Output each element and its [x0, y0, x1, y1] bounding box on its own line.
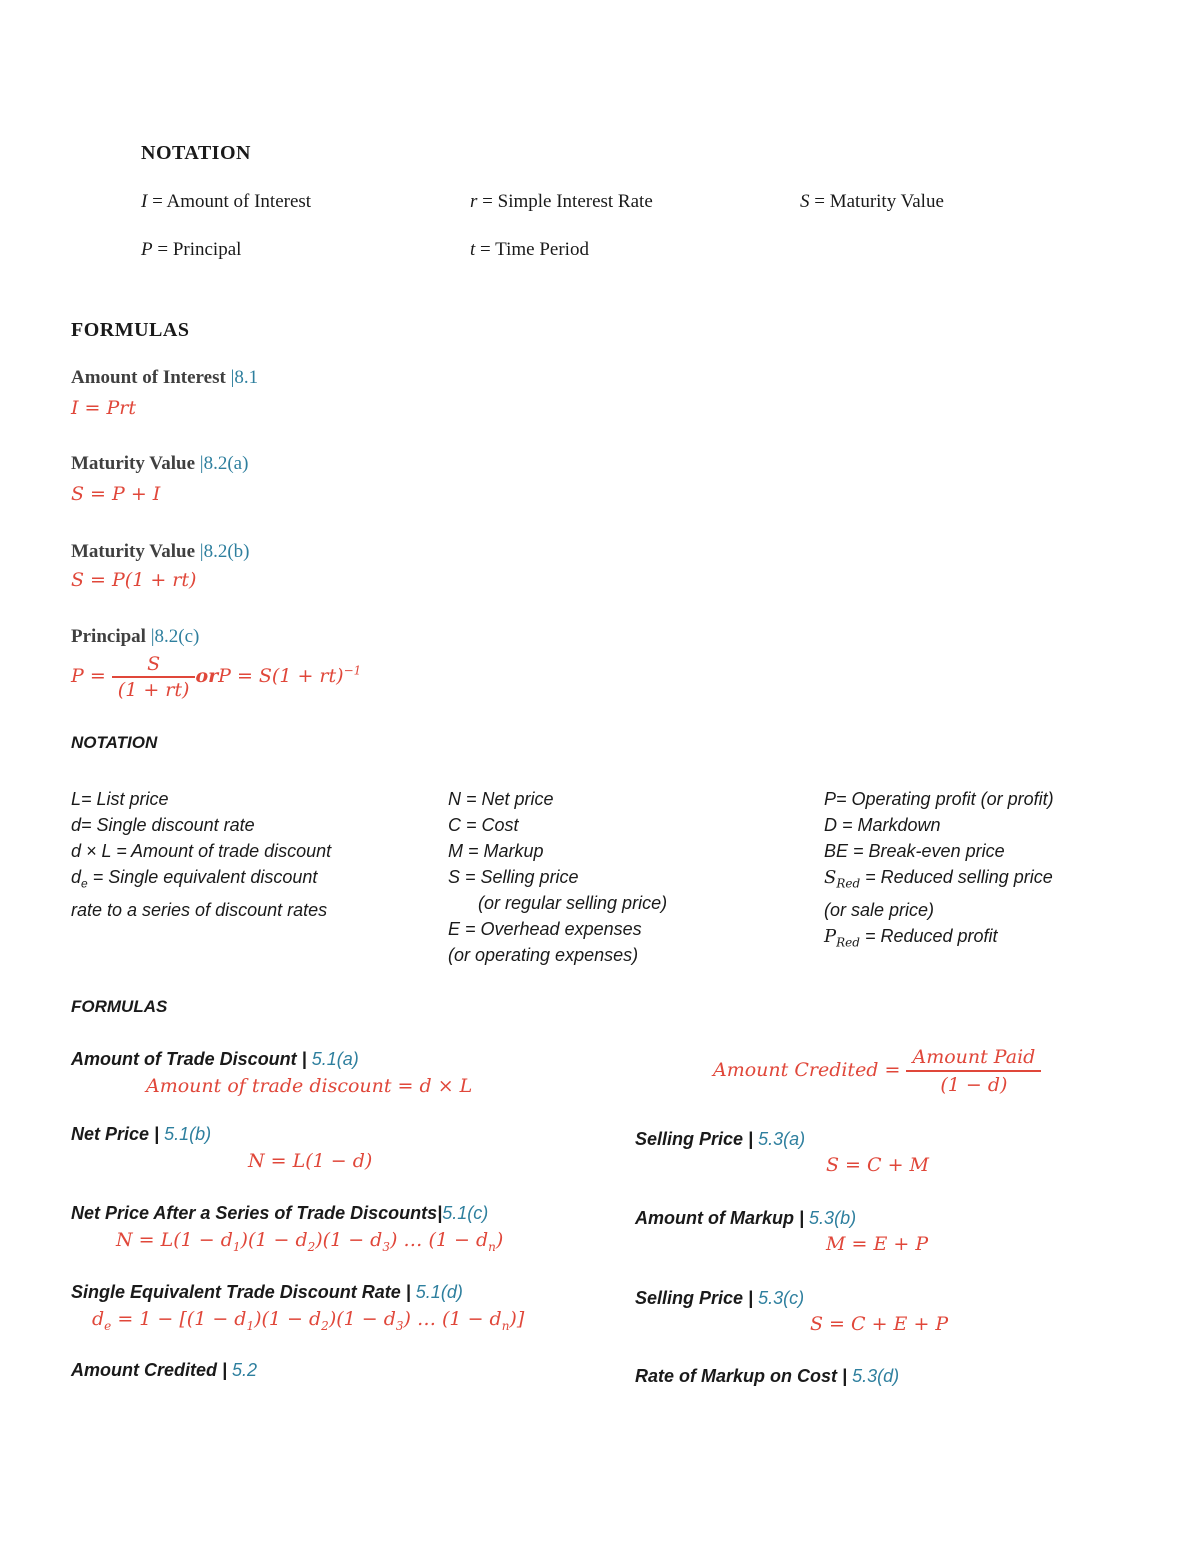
notation-subscript: Red	[836, 935, 860, 950]
formula-heading-maturity-b	[71, 541, 250, 563]
fraction-denominator: (1 + rt)	[112, 676, 196, 702]
formula-label: Net Price	[71, 1124, 150, 1144]
formula-label: Net Price After a Series of Trade Discounts	[71, 1203, 438, 1223]
formula-label: Maturity Value	[71, 541, 200, 562]
notation-item-time	[470, 239, 589, 261]
fraction-denominator: (1 − d)	[906, 1070, 1041, 1098]
formula-separator: |	[437, 1203, 443, 1223]
expr-part: d	[92, 1308, 105, 1330]
expr-subscript: 2	[307, 1239, 316, 1254]
formula-ref: |8.1	[230, 367, 259, 388]
formula-heading-single-equivalent	[71, 1282, 463, 1303]
formula-expr-single-equivalent	[92, 1308, 524, 1333]
notation-line: (or operating expenses)	[448, 945, 639, 965]
formula-ref: 5.1(c)	[442, 1203, 489, 1223]
notation-col-1	[71, 786, 331, 923]
formula-label: Selling Price	[635, 1288, 744, 1308]
notation-line: (or sale price)	[824, 899, 935, 920]
formula-separator: |	[296, 1049, 312, 1069]
notation-subscript: e	[81, 876, 88, 891]
formula-expr-selling-price-c: S = C + E + P	[810, 1313, 949, 1335]
formula-heading-trade-discount	[71, 1049, 359, 1070]
notation-symbol: d	[71, 867, 82, 887]
formula-label: Selling Price	[635, 1129, 744, 1149]
notation-line: M = Markup	[448, 841, 544, 861]
notation-symbol: I	[141, 191, 148, 212]
notation-line: S = Selling price	[448, 867, 579, 887]
notation-text: = Reduced selling price	[860, 867, 1053, 887]
notation-symbol: r	[470, 191, 478, 212]
expr-part: )]	[509, 1308, 525, 1330]
notation-line	[71, 864, 331, 897]
formula-expr-selling-price-a: S = C + M	[826, 1154, 930, 1176]
notation-text: = Single equivalent discount	[87, 867, 318, 887]
expr-part: )(1 − d	[328, 1308, 396, 1330]
notation-title-2: NOTATION	[71, 733, 158, 752]
formula-label: Amount of Markup	[635, 1208, 794, 1228]
formula-ref: 5.3(c)	[758, 1288, 805, 1308]
expr-part: )(1 − d	[240, 1229, 308, 1251]
formula-label: Amount Credited	[71, 1360, 217, 1380]
notation-symbol: P	[141, 239, 153, 260]
notation-line: E = Overhead expenses	[448, 919, 642, 939]
formula-exponent: −1	[343, 663, 362, 678]
formula-rhs: P = S(1 + rt)	[218, 665, 344, 687]
formula-expr-markup: M = E + P	[826, 1233, 929, 1255]
expr-subscript: 3	[395, 1318, 404, 1333]
formula-separator: |	[743, 1288, 759, 1308]
formula-lhs: Amount Credited =	[713, 1059, 907, 1081]
formula-heading-selling-price-c	[635, 1288, 804, 1309]
formula-ref: 5.3(b)	[809, 1208, 857, 1228]
formulas-title-2: FORMULAS	[71, 997, 168, 1016]
expr-subscript: 1	[232, 1239, 241, 1254]
formula-label: Single Equivalent Trade Discount Rate	[71, 1282, 401, 1302]
formula-separator: |	[149, 1124, 165, 1144]
formula-expr-interest: I = Prt	[71, 397, 137, 419]
notation-line: rate to a series of discount rates	[71, 899, 328, 920]
notation-line	[824, 923, 1054, 956]
formula-separator: |	[217, 1360, 233, 1380]
expr-part: )(1 − d	[315, 1229, 383, 1251]
formula-ref: |8.2(a)	[199, 453, 249, 474]
formula-expr-trade-discount: Amount of trade discount = d × L	[146, 1075, 473, 1097]
formula-label: Amount of Interest	[71, 367, 231, 388]
formula-label: Amount of Trade Discount	[71, 1049, 297, 1069]
expr-part: ) … (1 − d	[389, 1229, 489, 1251]
formula-ref: 5.1(a)	[311, 1049, 359, 1069]
formula-separator: |	[400, 1282, 416, 1302]
notation-text: = Reduced profit	[859, 925, 998, 946]
fraction	[906, 1044, 1041, 1098]
fraction	[112, 652, 196, 702]
expr-subscript: 2	[321, 1318, 329, 1333]
formula-label: Principal	[71, 626, 151, 647]
notation-line: D = Markdown	[824, 815, 941, 835]
formula-heading-interest	[71, 367, 258, 389]
formula-ref: |8.2(c)	[150, 626, 200, 647]
notation-item-maturity	[800, 191, 944, 213]
formula-expr-net-price-series	[116, 1229, 503, 1254]
notation-symbol: P	[824, 925, 837, 947]
notation-symbol: S	[824, 867, 837, 888]
formula-expr-maturity-a: S = P + I	[71, 483, 161, 505]
expr-part: = 1 − [(1 − d	[111, 1308, 247, 1330]
formula-separator: |	[837, 1366, 853, 1386]
formula-heading-markup-rate	[635, 1366, 899, 1387]
formula-or: or	[195, 665, 219, 687]
notation-line: d= Single discount rate	[71, 815, 255, 835]
notation-text: = Amount of Interest	[147, 191, 312, 212]
formula-heading-selling-price-a	[635, 1129, 805, 1150]
formula-label: Rate of Markup on Cost	[635, 1366, 838, 1386]
notation-text: = Simple Interest Rate	[477, 191, 653, 212]
expr-part: N = L(1 − d	[116, 1229, 233, 1251]
notation-text: = Maturity Value	[809, 191, 944, 212]
formula-heading-principal	[71, 626, 199, 648]
formula-heading-maturity-a	[71, 453, 248, 475]
notation-symbol: t	[470, 239, 476, 260]
formula-separator: |	[743, 1129, 759, 1149]
expr-part: ) … (1 − d	[403, 1308, 502, 1330]
notation-symbol: S	[800, 191, 810, 212]
formula-expr-amount-credited	[713, 1044, 1041, 1098]
expr-subscript: 3	[382, 1239, 390, 1254]
notation-subscript: Red	[836, 876, 861, 891]
formula-ref: 5.3(d)	[852, 1366, 900, 1386]
formula-separator: |	[794, 1208, 810, 1228]
notation-title: NOTATION	[141, 142, 251, 164]
formula-ref: |8.2(b)	[199, 541, 250, 562]
formula-ref: 5.1(d)	[415, 1282, 463, 1302]
notation-text: = Principal	[152, 239, 242, 260]
notation-line: C = Cost	[448, 815, 519, 835]
notation-line: BE = Break-even price	[824, 841, 1005, 861]
notation-line: d × L = Amount of trade discount	[71, 841, 332, 861]
notation-item-rate	[470, 191, 653, 213]
notation-line: N = Net price	[448, 789, 554, 809]
notation-item-principal	[141, 239, 241, 261]
formula-ref: 5.3(a)	[758, 1129, 806, 1149]
fraction-numerator: Amount Paid	[912, 1046, 1036, 1068]
expr-subscript: n	[488, 1239, 496, 1254]
formula-ref: 5.2	[232, 1360, 258, 1380]
formulas-title: FORMULAS	[71, 319, 190, 341]
notation-line: P= Operating profit (or profit)	[824, 789, 1054, 809]
formula-expr-net-price: N = L(1 − d)	[248, 1150, 373, 1172]
notation-col-2	[448, 786, 667, 968]
formula-label: Maturity Value	[71, 453, 200, 474]
expr-subscript: n	[501, 1318, 510, 1333]
formula-heading-amount-credited	[71, 1360, 257, 1381]
formula-heading-net-price	[71, 1124, 211, 1145]
notation-line: L= List price	[71, 789, 169, 809]
notation-line: (or regular selling price)	[478, 893, 668, 913]
expr-part: )	[495, 1229, 504, 1251]
fraction-numerator: S	[147, 653, 161, 675]
formula-expr-maturity-b: S = P(1 + rt)	[71, 569, 197, 591]
notation-text: = Time Period	[475, 239, 589, 260]
formula-heading-net-price-series	[71, 1203, 488, 1224]
formula-heading-markup	[635, 1208, 856, 1229]
expr-part: )(1 − d	[254, 1308, 322, 1330]
notation-col-3	[824, 786, 1054, 955]
formula-expr-principal	[71, 652, 361, 702]
notation-line	[824, 864, 1054, 897]
formula-lhs: P =	[71, 665, 112, 687]
formula-ref: 5.1(b)	[164, 1124, 212, 1144]
expr-subscript: 1	[246, 1318, 255, 1333]
expr-subscript: e	[104, 1318, 112, 1333]
notation-item-interest	[141, 191, 311, 213]
